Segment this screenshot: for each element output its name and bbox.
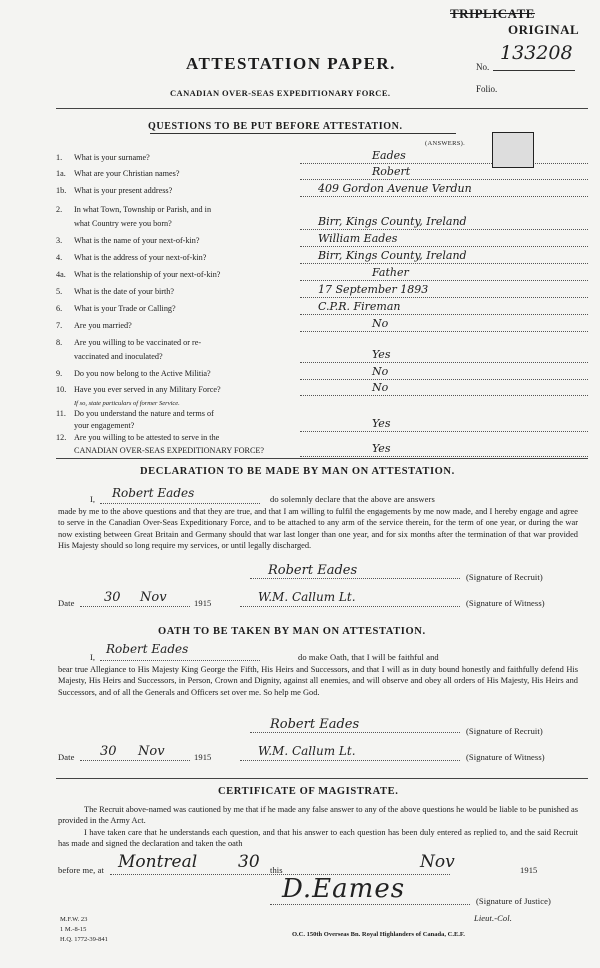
declaration-witness-label: (Signature of Witness)	[466, 598, 545, 608]
triplicate-stamp: TRIPLICATE	[450, 6, 535, 21]
question-row	[56, 236, 200, 245]
question-row	[56, 253, 206, 262]
question-number: 6.	[56, 304, 63, 313]
declaration-date-label: Date	[58, 598, 75, 608]
question-number: 10.	[56, 385, 67, 394]
question-row	[56, 433, 219, 442]
question-row	[56, 369, 211, 378]
magistrate-year: 1915	[520, 865, 538, 875]
declaration-recruit-signature: Robert Eades	[268, 563, 358, 578]
question-text: Are you willing to be vaccinated or re-	[74, 338, 202, 347]
question-number: 11.	[56, 409, 66, 418]
oath-i: I,	[90, 652, 96, 662]
oath-heading: OATH TO BE TAKEN BY MAN ON ATTESTATION.	[158, 626, 426, 637]
question-text: Are you married?	[74, 321, 132, 330]
answer-text: Yes	[372, 348, 391, 361]
oath-witness-label: (Signature of Witness)	[466, 752, 545, 762]
question-row	[56, 352, 163, 361]
question-text: Do you understand the nature and terms of	[74, 409, 214, 418]
question-text: Are you willing to be attested to serve in the	[74, 433, 220, 442]
declaration-i: I,	[90, 494, 96, 504]
question-text: In what Town, Township or Parish, and in	[74, 205, 212, 214]
declaration-date-day: 30	[104, 590, 121, 605]
magistrate-before-me: before me, at	[58, 865, 104, 875]
question-text: What is your surname?	[74, 153, 150, 162]
answer-text: Robert	[372, 165, 411, 178]
question-row	[56, 398, 180, 407]
question-number: 4.	[56, 253, 63, 262]
question-row	[56, 270, 220, 279]
question-number: 1.	[56, 153, 63, 162]
oath-text-1: do make Oath, that I will be faithful and	[298, 652, 439, 662]
answer-text: Yes	[372, 442, 391, 455]
question-text: what Country were you born?	[74, 219, 172, 228]
oath-year: 1915	[194, 752, 212, 762]
document-subtitle: CANADIAN OVER-SEAS EXPEDITIONARY FORCE.	[170, 88, 391, 98]
justice-signature: D.Eames	[282, 874, 406, 904]
answers-label: (ANSWERS).	[425, 140, 466, 147]
declaration-text-2: made by me to the above questions and that they are true, and that I am willing to fulfil the engagements by me now made, and I hereby engage and agree to serve in the Canadian Over-Seas Expeditionary Force, and to be attached to any arm of the service therein, for the term of one year, or during the war now existing between Great Britain and Germany should that war last longer than one year, and for six months after the termination of that war provided His Majesty should so long require my services, or until legally discharged.	[58, 507, 578, 551]
answer-text: No	[372, 365, 389, 378]
magistrate-text-1: The Recruit above-named was cautioned by me that if he made any false answer to any of the above questions he would be liable to be punished as provided in the Army Act.	[58, 805, 578, 826]
answer-text: Eades	[372, 149, 406, 162]
number-label: No.	[476, 62, 490, 72]
question-row	[56, 205, 211, 214]
oath-recruit-label: (Signature of Recruit)	[466, 726, 543, 736]
declaration-text-1: do solemnly declare that the above are answers	[270, 494, 435, 504]
question-text: What is the date of your birth?	[74, 287, 175, 296]
oath-name: Robert Eades	[106, 642, 189, 656]
declaration-witness-signature: W.M. Callum Lt.	[258, 590, 356, 604]
oath-date-label: Date	[58, 752, 75, 762]
question-number: 5.	[56, 287, 63, 296]
question-row	[56, 321, 132, 330]
ink-stamp-box	[492, 132, 534, 168]
oath-recruit-signature: Robert Eades	[270, 717, 360, 732]
magistrate-heading: CERTIFICATE OF MAGISTRATE.	[218, 786, 399, 797]
declaration-recruit-label: (Signature of Recruit)	[466, 572, 543, 582]
question-text: If so, state particulars of former Service.	[74, 400, 180, 407]
question-number: 9.	[56, 369, 63, 378]
declaration-heading: DECLARATION TO BE MADE BY MAN ON ATTESTATION.	[140, 466, 455, 477]
question-row	[56, 421, 134, 430]
question-row	[56, 186, 172, 195]
answer-text: 409 Gordon Avenue Verdun	[318, 182, 472, 195]
question-text: What is your Trade or Calling?	[74, 304, 176, 313]
magistrate-day: 30	[238, 852, 260, 872]
question-text: What is the relationship of your next-of-kin?	[74, 270, 221, 279]
questions-heading: QUESTIONS TO BE PUT BEFORE ATTESTATION.	[148, 121, 403, 132]
magistrate-place: Montreal	[118, 852, 198, 872]
oath-date-month: Nov	[138, 744, 165, 759]
original-stamp: ORIGINAL	[508, 22, 580, 37]
folio-label: Folio.	[476, 84, 498, 94]
question-number: 12.	[56, 433, 67, 442]
question-number: 2.	[56, 205, 63, 214]
question-number: 4a.	[56, 270, 66, 279]
magistrate-day-label: this	[270, 865, 283, 875]
question-row	[56, 409, 214, 418]
declaration-name: Robert Eades	[112, 486, 195, 500]
question-text: CANADIAN OVER-SEAS EXPEDITIONARY FORCE?	[74, 446, 265, 455]
question-row	[56, 153, 150, 162]
declaration-date-month: Nov	[140, 590, 167, 605]
form-code-2: 1 M.-8-15	[60, 926, 87, 933]
question-text: your engagement?	[74, 421, 135, 430]
justice-label: (Signature of Justice)	[476, 896, 551, 906]
oath-witness-signature: W.M. Callum Lt.	[258, 744, 356, 758]
question-row	[56, 446, 264, 455]
question-row	[56, 169, 180, 178]
justice-rank: Lieut.-Col.	[474, 913, 512, 923]
question-row	[56, 338, 201, 347]
declaration-year: 1915	[194, 598, 212, 608]
question-text: What is your present address?	[74, 186, 173, 195]
answer-text: Birr, Kings County, Ireland	[318, 215, 467, 228]
answer-text: 17 September 1893	[318, 283, 429, 296]
answer-text: Father	[372, 266, 409, 279]
magistrate-text-2: I have taken care that he understands each question, and that his answer to each question has been duly entered as replied to, and the said Recruit has made and signed the declaration and taken the oath	[58, 828, 578, 849]
answer-text: No	[372, 317, 389, 330]
form-code-3: H.Q. 1772-39-841	[60, 936, 108, 943]
answer-text: No	[372, 381, 389, 394]
question-number: 3.	[56, 236, 63, 245]
question-row	[56, 304, 176, 313]
question-number: 8.	[56, 338, 63, 347]
answer-text: C.P.R. Fireman	[318, 300, 401, 313]
document-title: ATTESTATION PAPER.	[186, 54, 396, 73]
magistrate-month: Nov	[420, 852, 455, 872]
answer-text: Birr, Kings County, Ireland	[318, 249, 467, 262]
answer-text: Yes	[372, 417, 391, 430]
question-text: What is the address of your next-of-kin?	[74, 253, 207, 262]
justice-unit: O.C. 150th Overseas Bn. Royal Highlanders of Canada, C.E.F.	[292, 931, 465, 938]
regimental-number: 133208	[500, 42, 573, 64]
question-number: 7.	[56, 321, 63, 330]
question-text: What are your Christian names?	[74, 169, 180, 178]
question-row	[56, 219, 172, 228]
question-text: Have you ever served in any Military Force?	[74, 385, 221, 394]
question-text: vaccinated and inoculated?	[74, 352, 163, 361]
form-code-1: M.F.W. 23	[60, 916, 88, 923]
oath-text-2: bear true Allegiance to His Majesty King George the Fifth, His Heirs and Successors, and that I will as in duty bound honestly and faithfully defend His Majesty, His Heirs and Successors, in Person, Crown and Dignity, against all enemies, and will observe and obey all orders of His Majesty, His Heirs and Successors, and of all the Generals and Officers set over me. So help me God.	[58, 665, 578, 697]
question-text: Do you now belong to the Active Militia?	[74, 369, 211, 378]
oath-date-day: 30	[100, 744, 117, 759]
answer-text: William Eades	[318, 232, 398, 245]
question-number: 1b.	[56, 186, 67, 195]
question-row	[56, 287, 174, 296]
question-row	[56, 385, 221, 394]
question-text: What is the name of your next-of-kin?	[74, 236, 200, 245]
question-number: 1a.	[56, 169, 66, 178]
